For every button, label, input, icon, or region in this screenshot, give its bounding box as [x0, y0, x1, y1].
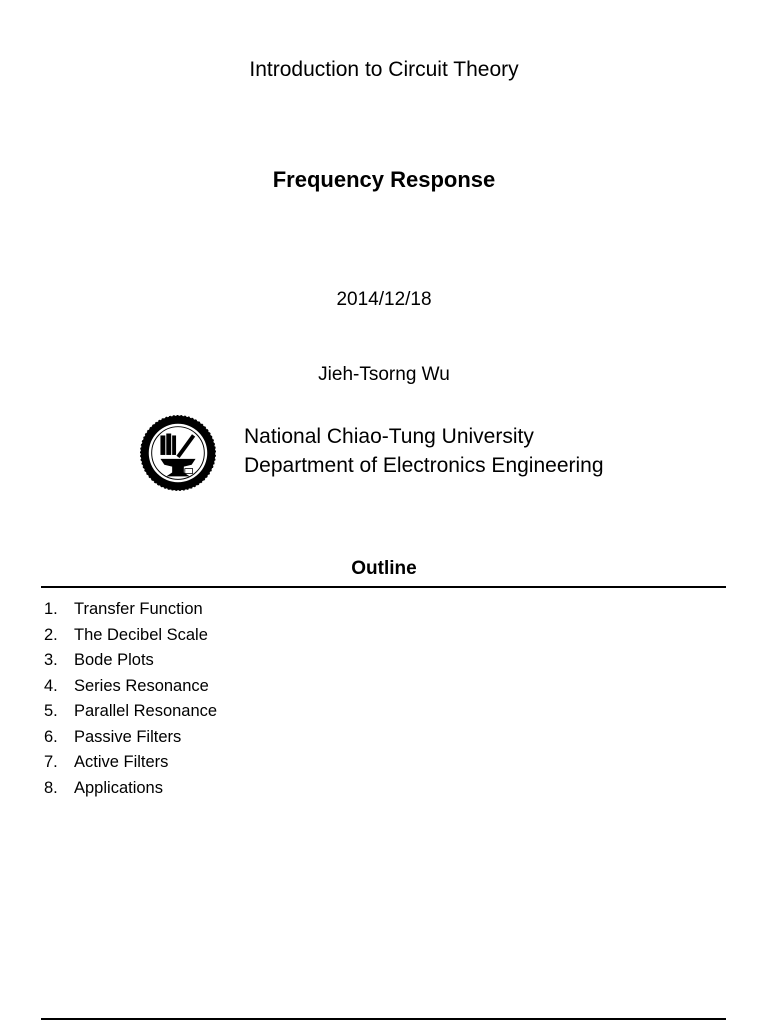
university-name: National Chiao-Tung University: [244, 425, 534, 448]
item-label: Series Resonance: [74, 676, 209, 695]
list-item: [44, 598, 217, 624]
item-label: Bode Plots: [74, 651, 154, 669]
date: 2014/12/18: [336, 289, 432, 310]
item-number: 6.: [44, 727, 58, 746]
item-label: Active Filters: [74, 753, 169, 771]
list-item: [44, 777, 217, 803]
item-number: 4.: [44, 676, 58, 695]
item-label: Applications: [74, 778, 163, 797]
list-item: [44, 649, 217, 675]
outline-list: [44, 598, 217, 802]
item-label: The Decibel Scale: [74, 625, 208, 644]
item-label: Parallel Resonance: [74, 702, 218, 720]
affiliation: [244, 422, 604, 480]
item-number: 2.: [44, 625, 58, 644]
item-label: Passive Filters: [74, 727, 182, 746]
item-label: Transfer Function: [74, 600, 203, 618]
list-item: [44, 700, 217, 726]
item-number: 7.: [44, 753, 58, 771]
department-name: Department of Electronics Engineering: [244, 454, 604, 477]
item-number: 8.: [44, 778, 58, 797]
course-title: Introduction to Circuit Theory: [249, 58, 519, 81]
item-number: 5.: [44, 702, 58, 720]
author-name: Jieh-Tsorng Wu: [318, 364, 450, 385]
item-number: 1.: [44, 600, 58, 618]
list-item: [44, 675, 217, 701]
list-item: [44, 726, 217, 752]
outline-heading: Outline: [351, 558, 417, 579]
list-item: [44, 624, 217, 650]
university-seal-icon: [139, 414, 217, 492]
divider: [41, 1018, 726, 1020]
list-item: [44, 751, 217, 777]
item-number: 3.: [44, 651, 58, 669]
page-title: Frequency Response: [272, 167, 496, 192]
divider: [41, 586, 726, 588]
